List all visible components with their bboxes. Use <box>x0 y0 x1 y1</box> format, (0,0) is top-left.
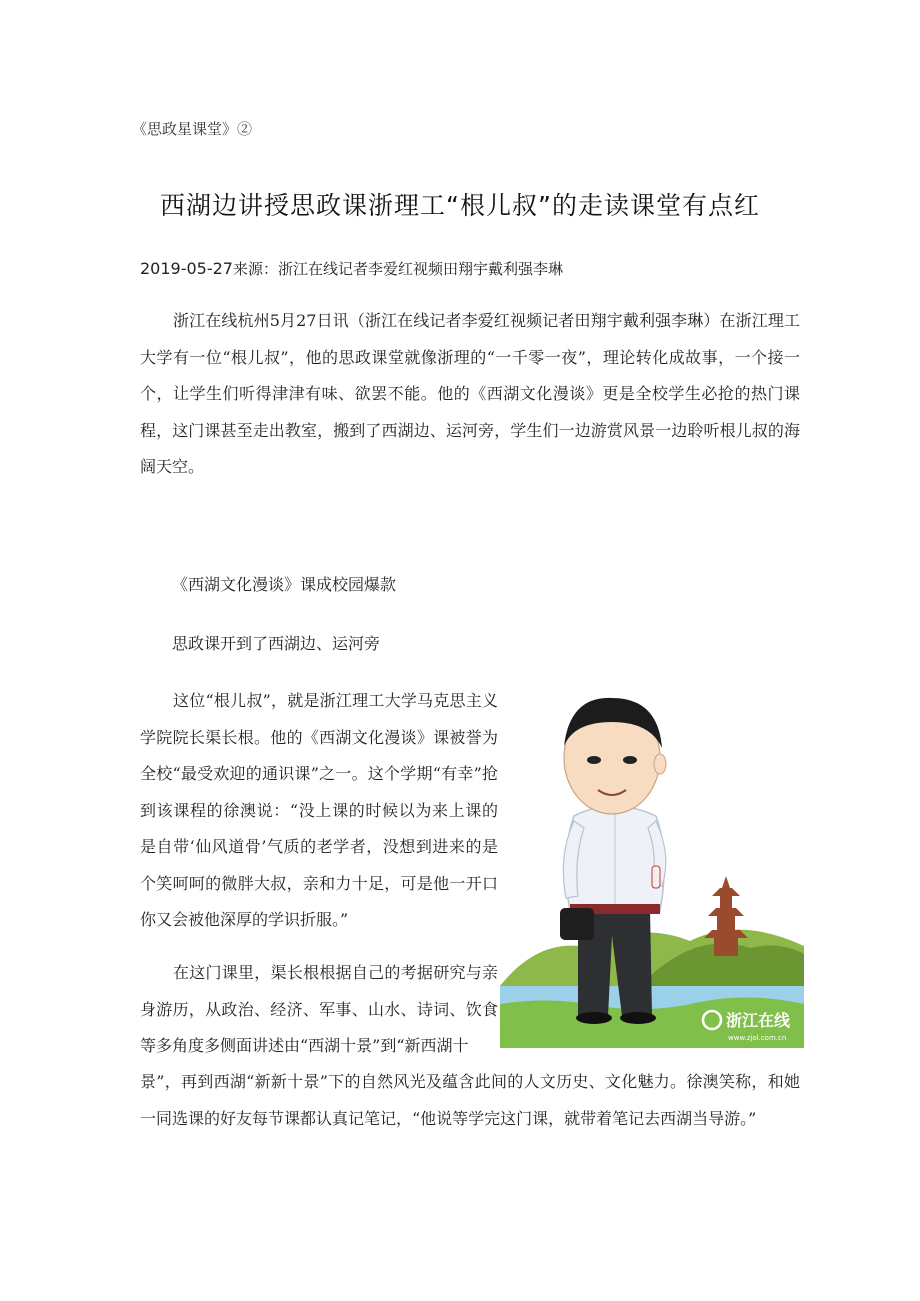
body-paragraph-3-end: 景”，再到西湖“新新十景”下的自然风光及蕴含此间的人文历史、文化魅力。徐澳笑称，和她一同选课的好友每节课都认真记笔记，“他说等学完这门课，就带着笔记去西湖当导游。” <box>140 1072 800 1128</box>
subheading-2: 思政课开到了西湖边、运河旁 <box>172 634 381 653</box>
right-shoe <box>620 1012 656 1024</box>
article-source: 来源：浙江在线记者李爱红视频田翔宇戴利强李琳 <box>232 260 563 278</box>
logo-url: www.zjol.com.cn <box>728 1034 787 1042</box>
logo-text: 浙江在线 <box>726 1011 791 1030</box>
body-paragraph-3-start: 在这门课里，渠长根根据自己的考据研究与亲身游历，从政治、经济、军事、山水、诗词、饮食等多角度多侧面讲述由“西湖十景”到“新西湖十 <box>140 963 498 1055</box>
illustration-svg <box>500 686 804 1048</box>
series-label: 《思政星课堂》② <box>132 120 253 138</box>
subheading-1: 《西湖文化漫谈》课成校园爆款 <box>172 575 397 594</box>
article-title: 西湖边讲授思政课浙理工“根儿叔”的走读课堂有点红 <box>160 191 760 220</box>
publish-date: 2019-05-27 <box>140 259 233 278</box>
left-shoe <box>576 1012 612 1024</box>
body-paragraph-2: 这位“根儿叔”，就是浙江理工大学马克思主义学院院长渠长根。他的《西湖文化漫谈》课被誉为全校“最受欢迎的通识课”之一。这个学期“有幸”抢到该课程的徐澳说：“没上课的时候以为来上课的是自带‘仙风道骨’气质的老学者，没想到进来的是个笑呵呵的微胖大叔，亲和力十足，可是他一开口你又会被他深厚的学识折服。” <box>140 691 498 929</box>
intro-paragraph: 浙江在线杭州5月27日讯（浙江在线记者李爱红视频记者田翔宇戴利强李琳）在浙江理工大学有一位“根儿叔”，他的思政课堂就像浙理的“一千零一夜”，理论转化成故事，一个接一个，让学生们听得津津有味、欲罢不能。他的《西湖文化漫谈》更是全校学生必抢的热门课程，这门课甚至走出教室，搬到了西湖边、运河旁，学生们一边游赏风景一边聆听根儿叔的海阔天空。 <box>140 311 800 476</box>
right-eye <box>623 756 637 764</box>
ear <box>654 754 666 774</box>
water-bottle <box>652 866 660 888</box>
caricature-illustration <box>500 686 804 1048</box>
waist-bag <box>560 908 594 940</box>
article-meta <box>140 258 563 279</box>
left-eye <box>587 756 601 764</box>
